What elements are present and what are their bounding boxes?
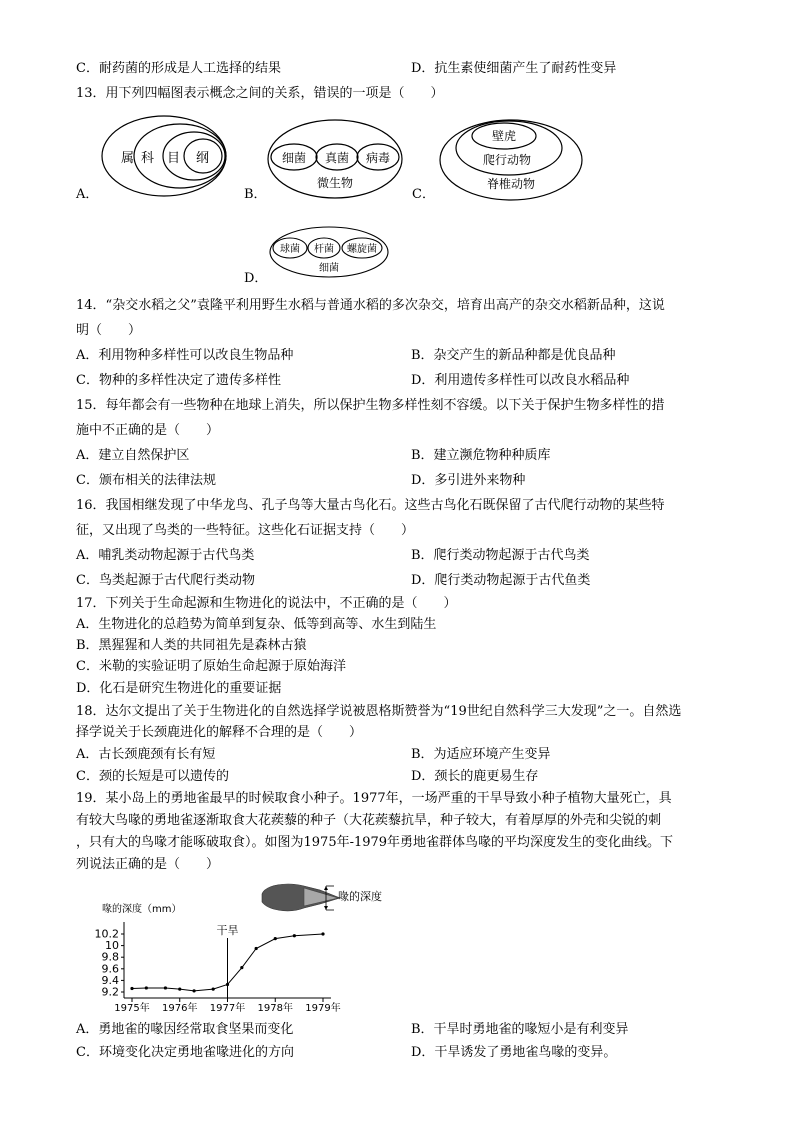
- x-tick-label: 1978年: [257, 1003, 293, 1014]
- beak-depth-line-chart: [86, 894, 346, 1014]
- venn-diagram-d: [268, 225, 390, 279]
- venn-label: 纲: [196, 151, 210, 166]
- option-text: B．爬行类动物起源于古代鸟类: [411, 548, 590, 563]
- question-stem: 明（ ）: [76, 323, 142, 338]
- option-text: B．杂交产生的新品种都是优良品种: [411, 348, 616, 363]
- venn-label: 杆菌: [314, 244, 334, 255]
- question-stem: 15．每年都会有一些物种在地球上消失，所以保护生物多样性刻不容缓。以下关于保护生物多样性的措: [76, 398, 665, 413]
- venn-label: 真菌: [324, 151, 350, 165]
- venn-label: 病毒: [365, 151, 391, 165]
- option-text: C．米勒的实验证明了原始生命起源于原始海洋: [76, 659, 346, 674]
- question-stem: 13．用下列四幅图表示概念之间的关系，错误的一项是（ ）: [76, 86, 444, 101]
- option-text: D．干旱诱发了勇地雀鸟喙的变异。: [411, 1045, 617, 1060]
- question-stem: ，只有大的鸟喙才能啄破取食）。如图为1975年-1979年勇地雀群体鸟喙的平均深度发生的变化曲线。下: [76, 835, 674, 850]
- y-tick-label: 9.8: [101, 950, 119, 964]
- data-point: [178, 988, 181, 991]
- option-text: C．鸟类起源于古代爬行类动物: [76, 573, 255, 588]
- data-point: [255, 947, 258, 950]
- y-tick-label: 10: [105, 939, 119, 953]
- question-stem: 施中不正确的是（ ）: [76, 423, 220, 438]
- data-point: [145, 986, 148, 989]
- question-stem: 18．达尔文提出了关于生物进化的自然选择学说被恩格斯赞誉为“19世纪自然科学三大发现”之一。自然选: [76, 704, 682, 719]
- option-text: C．颁布相关的法律法规: [76, 473, 216, 488]
- option-text: D．抗生素使细菌产生了耐药性变异: [411, 61, 617, 76]
- venn-label: 细菌: [281, 151, 307, 165]
- option-label: D．: [244, 271, 268, 286]
- question-stem: 19．某小岛上的勇地雀最早的时候取食小种子。1977年，一场严重的干旱导致小种子植物大量死亡，具: [76, 791, 672, 806]
- x-tick-label: 1975年: [114, 1003, 150, 1014]
- venn-label: 爬行动物: [482, 153, 532, 167]
- venn-diagram-b: [266, 118, 404, 200]
- question-stem: 择学说关于长颈鹿进化的解释不合理的是（ ）: [76, 725, 363, 740]
- question-stem: 征，又出现了鸟类的一些特征。这些化石证据支持（ ）: [76, 523, 415, 538]
- question-stem: 17．下列关于生命起源和生物进化的说法中，不正确的是（ ）: [76, 596, 457, 611]
- y-tick-label: 10.2: [94, 927, 119, 941]
- y-tick-label: 9.2: [101, 985, 119, 999]
- option-text: B．干旱时勇地雀的喙短小是有利变异: [411, 1022, 629, 1037]
- question-stem: 14．“杂交水稻之父”袁隆平利用野生水稻与普通水稻的多次杂交，培育出高产的杂交水稻新品种，这说: [76, 298, 665, 313]
- venn-diagram-c: [438, 118, 584, 202]
- drought-annotation: 干旱: [216, 924, 239, 937]
- option-label: C．: [412, 187, 435, 202]
- data-point: [226, 983, 229, 986]
- option-text: D．利用遗传多样性可以改良水稻品种: [411, 373, 630, 388]
- data-point: [164, 986, 167, 989]
- data-point: [321, 932, 324, 935]
- option-text: D．多引进外来物种: [411, 473, 526, 488]
- option-text: D．颈长的鹿更易生存: [411, 769, 539, 784]
- option-text: D．爬行类动物起源于古代鱼类: [411, 573, 591, 588]
- question-stem: 有较大鸟喙的勇地雀逐渐取食大花蒺藜的种子（大花蒺藜抗旱，种子较大，有着厚厚的外壳和尖锐的刺: [76, 813, 662, 828]
- option-text: C．耐药菌的形成是人工选择的结果: [76, 61, 281, 76]
- x-tick-label: 1977年: [209, 1003, 246, 1014]
- venn-label: 球菌: [280, 244, 300, 255]
- option-text: C．环境变化决定勇地雀喙进化的方向: [76, 1045, 294, 1060]
- option-text: A．生物进化的总趋势为简单到复杂、低等到高等、水生到陆生: [76, 617, 437, 632]
- option-text: A．建立自然保护区: [76, 448, 190, 463]
- venn-label: 细菌: [319, 263, 339, 274]
- option-text: B．建立濒危物种种质库: [411, 448, 551, 463]
- venn-label: 脊椎动物: [486, 177, 536, 191]
- venn-label: 微生物: [316, 176, 354, 190]
- beak-depth-label: 喙的深度: [338, 890, 382, 903]
- option-label: B．: [244, 187, 267, 202]
- venn-label: 科: [141, 151, 155, 166]
- option-text: B．为适应环境产生变异: [411, 747, 551, 762]
- data-point: [274, 937, 277, 940]
- question-stem: 16．我国相继发现了中华龙鸟、孔子鸟等大量古鸟化石。这些古鸟化石既保留了古代爬行动物的某些特: [76, 498, 665, 513]
- x-tick-label: 1976年: [162, 1003, 198, 1014]
- option-text: C．颈的长短是可以遗传的: [76, 769, 229, 784]
- venn-label: 壁虎: [491, 129, 517, 143]
- question-stem: 列说法正确的是（ ）: [76, 857, 220, 872]
- data-point: [293, 934, 296, 937]
- venn-label: 螺旋菌: [347, 244, 377, 255]
- option-text: C．物种的多样性决定了遗传多样性: [76, 373, 281, 388]
- venn-diagram-a: [100, 108, 230, 198]
- venn-label: 目: [167, 151, 181, 166]
- option-text: A．古长颈鹿颈有长有短: [76, 747, 216, 762]
- data-point: [240, 966, 243, 969]
- y-tick-label: 9.6: [101, 962, 119, 976]
- data-point: [192, 989, 195, 992]
- option-text: A．勇地雀的喙因经常取食坚果而变化: [76, 1022, 294, 1037]
- option-text: D．化石是研究生物进化的重要证据: [76, 681, 282, 696]
- venn-label: 属: [121, 151, 135, 166]
- y-tick-label: 9.4: [101, 973, 119, 987]
- y-axis-label: 喙的深度（mm）: [102, 904, 182, 915]
- data-point: [212, 988, 215, 991]
- option-text: A．利用物种多样性可以改良生物品种: [76, 348, 294, 363]
- option-text: A．哺乳类动物起源于古代鸟类: [76, 548, 255, 563]
- option-text: B．黑猩猩和人类的共同祖先是森林古猿: [76, 638, 307, 653]
- data-point: [130, 987, 133, 990]
- x-tick-label: 1979年: [305, 1003, 341, 1014]
- option-label: A．: [76, 187, 99, 202]
